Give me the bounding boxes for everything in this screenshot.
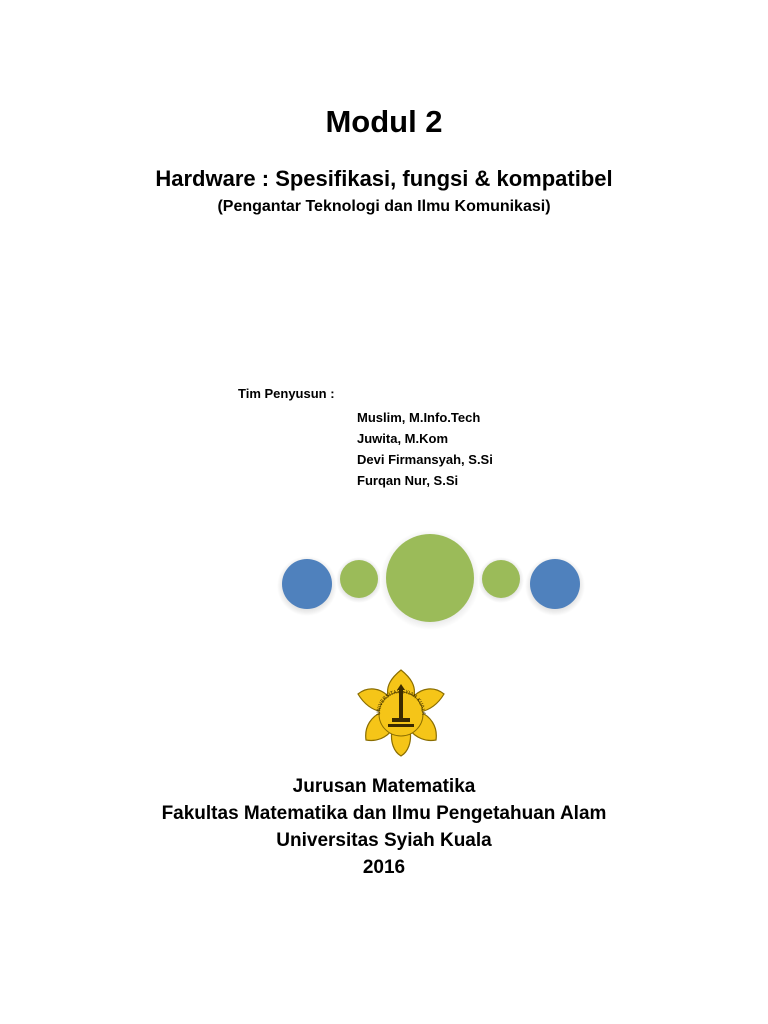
green-circle-right — [482, 560, 520, 598]
decorative-circles — [270, 530, 600, 630]
team-label: Tim Penyusun : — [238, 386, 335, 401]
course-name: (Pengantar Teknologi dan Ilmu Komunikasi) — [217, 198, 551, 215]
team-member: Juwita, M.Kom — [357, 431, 449, 446]
document-subtitle: Hardware : Spesifikasi, fungsi & kompatibel — [155, 166, 613, 191]
blue-circle-right — [530, 559, 580, 609]
logo-text: UNIVERSITAS SYIAH KUALA — [375, 688, 427, 716]
faculty-name: Fakultas Matematika dan Ilmu Pengetahuan Alam — [161, 803, 607, 824]
team-member: Furqan Nur, S.Si — [357, 473, 459, 488]
green-circle-center — [386, 534, 474, 622]
blue-circle-left — [282, 559, 332, 609]
team-member: Devi Firmansyah, S.Si — [357, 452, 493, 467]
document-title: Modul 2 — [325, 104, 443, 139]
team-member: Muslim, M.Info.Tech — [357, 410, 481, 425]
year: 2016 — [362, 857, 406, 878]
university-logo-icon — [356, 668, 446, 758]
university-name: Universitas Syiah Kuala — [276, 830, 492, 851]
green-circle-left — [340, 560, 378, 598]
department-name: Jurusan Matematika — [292, 776, 476, 797]
